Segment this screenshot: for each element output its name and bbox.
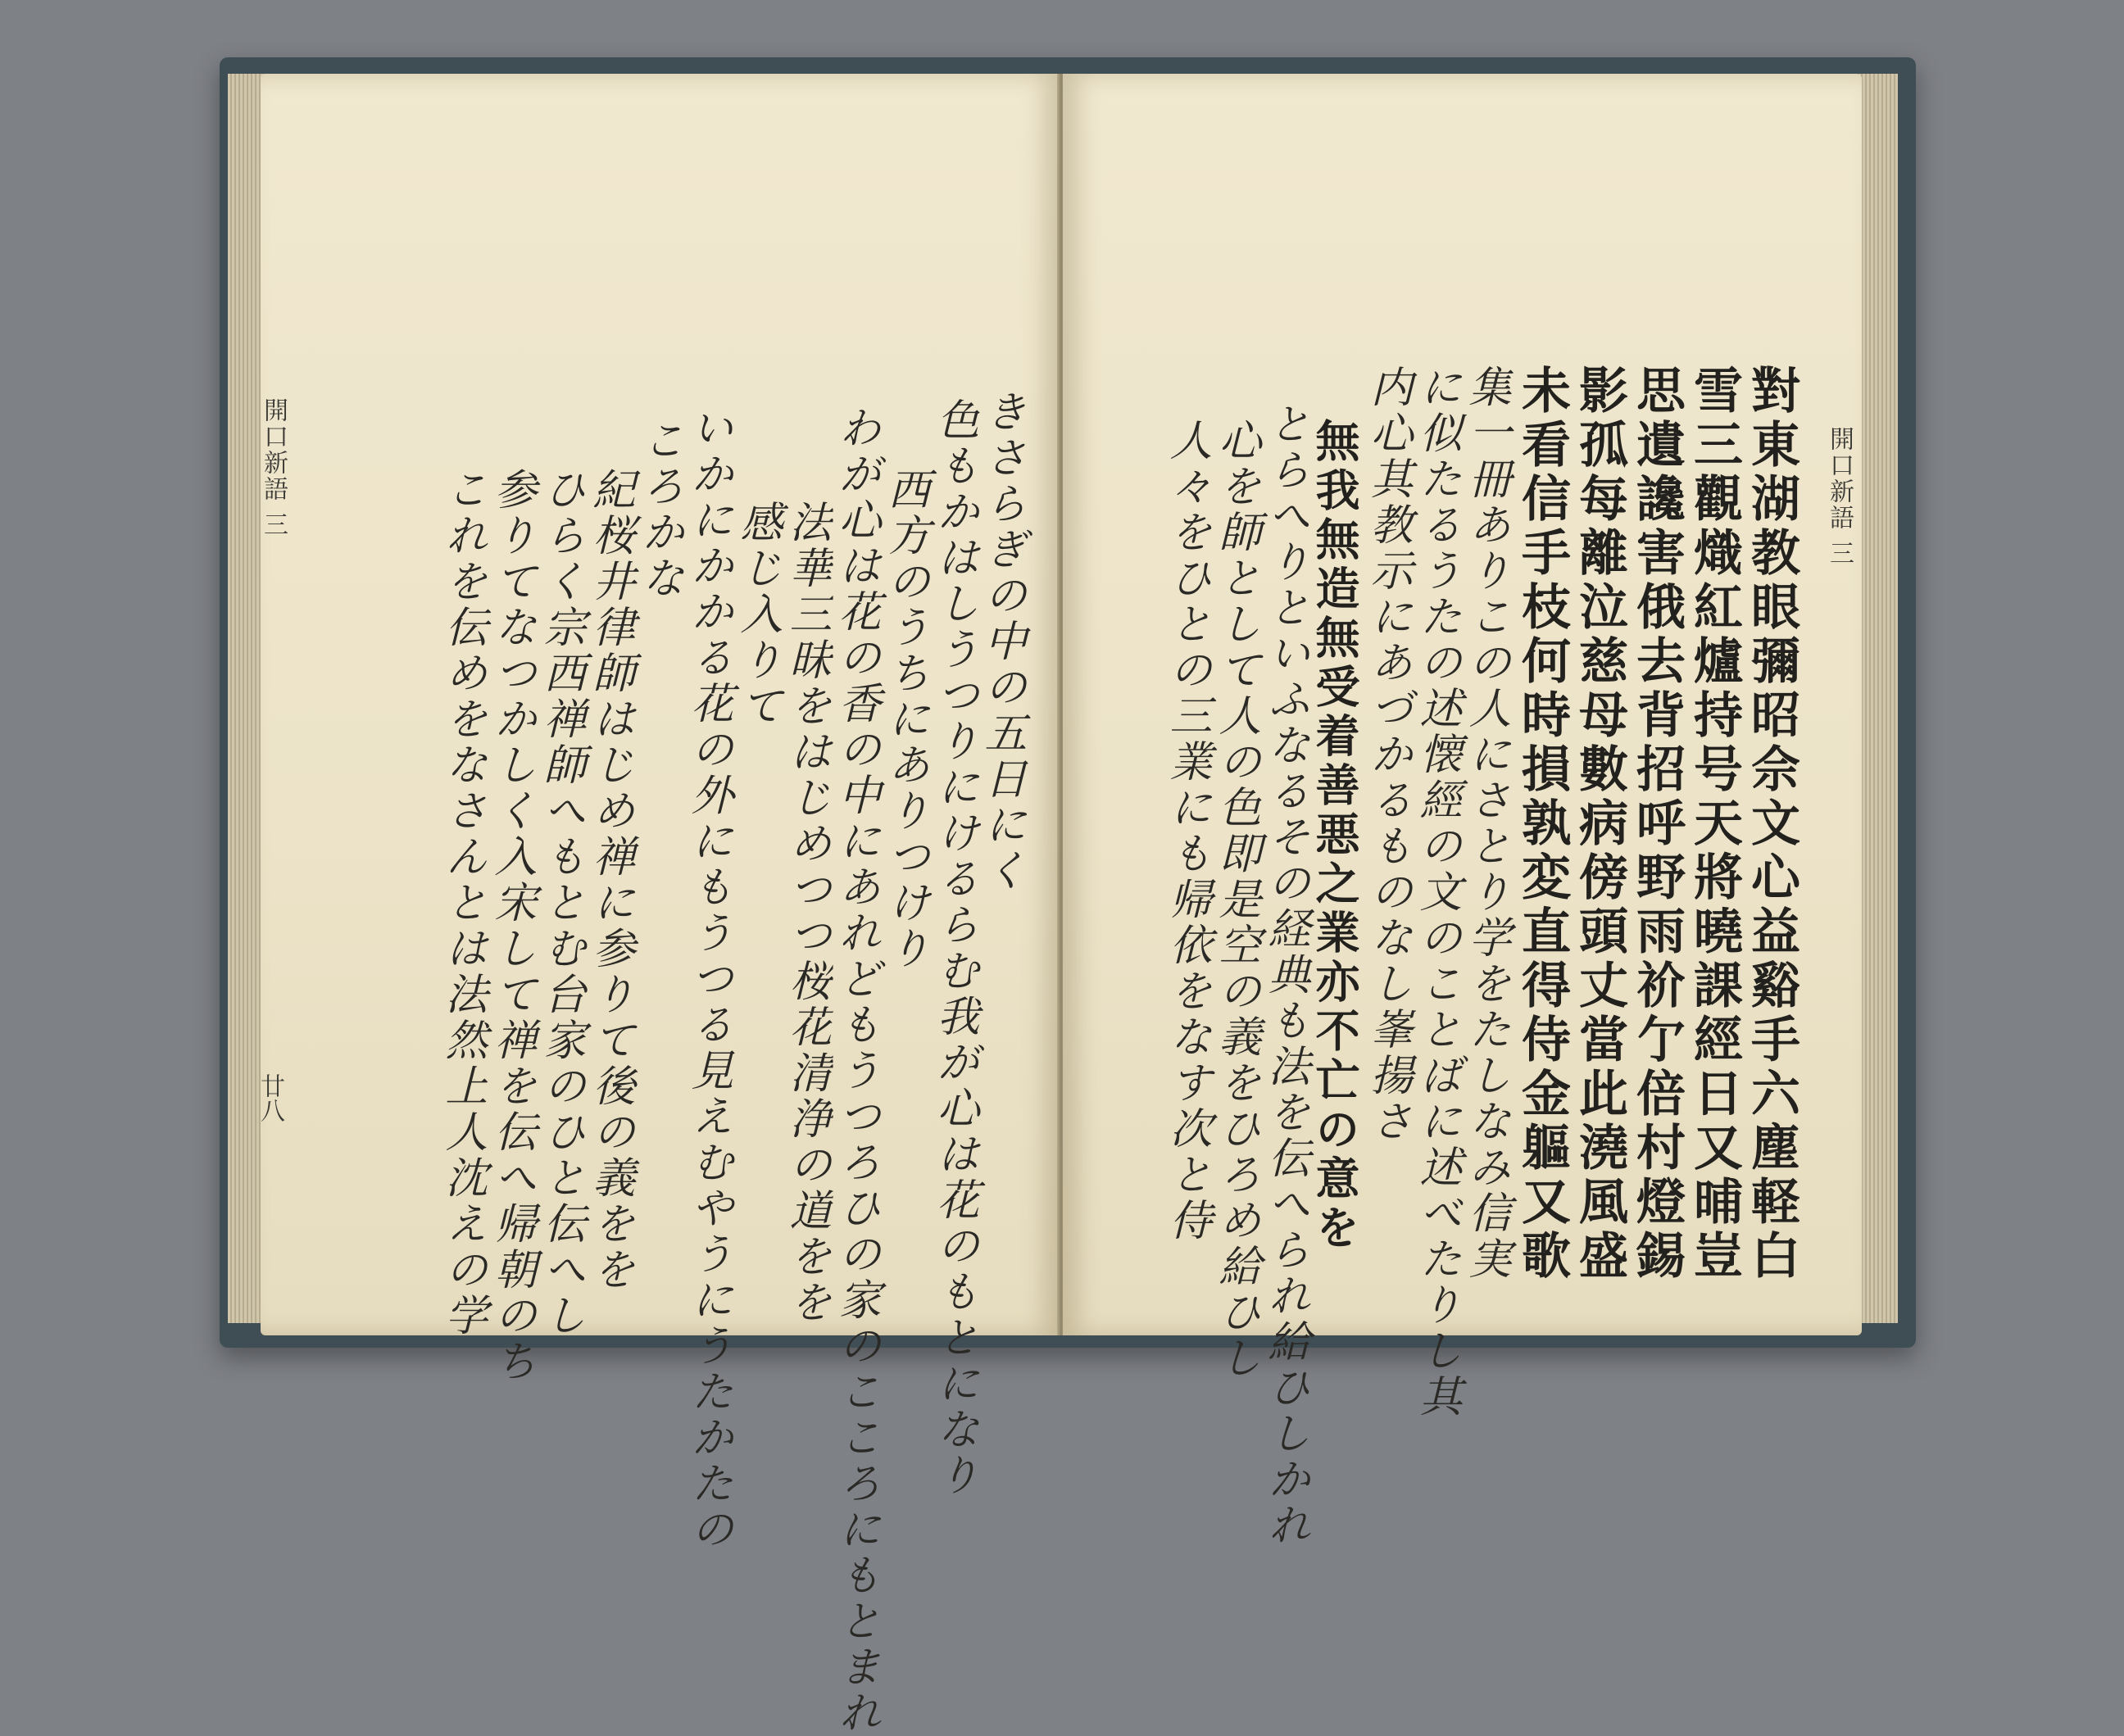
left-column-10: ひらく宗西禅師へもとむ台家のひと伝へし	[536, 467, 585, 1339]
right-column-5: 未看信手枝何時損孰変直得侍金軀又歌	[1514, 365, 1571, 1284]
left-folio-number: 廿八	[256, 1073, 284, 1122]
left-column-1: きさらぎの中の五日にく	[977, 389, 1026, 894]
left-column-11: 参りてなつかしく入宋して禅を伝へ帰朝のち	[487, 467, 536, 1385]
right-column-7: に似たるうたの述懐經の文のことばに述べたりし其	[1412, 365, 1461, 1420]
left-column-8: ころかな	[634, 418, 683, 601]
left-column-12: これを伝めをなさんとは法然上人沈えの学	[438, 467, 487, 1339]
left-column-6: 感じ入りて	[733, 500, 782, 729]
show-through-text	[644, 279, 707, 331]
right-page	[1063, 74, 1862, 1548]
left-page	[256, 74, 1060, 1736]
left-column-3: 西方のうちにありつけり	[880, 467, 929, 972]
left-column-7: いかにかかる花の外にもうつる見えむやうにうたかたの	[683, 406, 733, 1552]
right-column-8: 内心其教示にあづかるものなし峯揚さ	[1363, 365, 1412, 1144]
right-column-11: 心を師として人の色即是空の義をひろめ給ひし	[1211, 418, 1260, 1381]
right-column-6: 集一冊ありこの人にさとり学をたしなみ信実	[1461, 365, 1510, 1282]
left-column-2: 色もかはしうつりにけるらむ我が心は花のもとになり	[929, 397, 978, 1498]
right-column-2: 雪三觀熾紅爐持号天將曉課經日又晡豈	[1686, 365, 1743, 1284]
right-column-1: 對東湖教眼彌昭佘文心益谿手六塵軽白	[1743, 365, 1800, 1284]
left-column-4: わが心は花の香の中にあれどもうつろひの家のこころにもとまれ	[831, 406, 880, 1736]
right-column-3: 思遺讒害俄去背招呼野雨祄亇倍村燈錫	[1628, 365, 1686, 1284]
left-column-5: 法華三昧をはじめつつ桜花清浄の道をを	[782, 500, 831, 1326]
right-column-10: とらへりといふなるその経典も法を伝へられ給ひしかれ	[1260, 401, 1309, 1548]
left-margin-title: 開口新語 三	[259, 397, 288, 538]
right-column-12: 人々をひとの三業にも帰依をなす次と侍	[1162, 418, 1211, 1244]
right-column-4: 影孤每離泣慈母數病傍頭丈當此澆風盛	[1571, 365, 1628, 1284]
left-column-9: 紀桜井律師はじめ禅に参りて後の義をを	[585, 467, 634, 1293]
right-column-9: 無我無造無受着善悪之業亦不亡の意を	[1309, 418, 1361, 1253]
right-page-edges	[1858, 74, 1898, 1323]
right-margin-title: 開口新語 三	[1825, 426, 1854, 567]
